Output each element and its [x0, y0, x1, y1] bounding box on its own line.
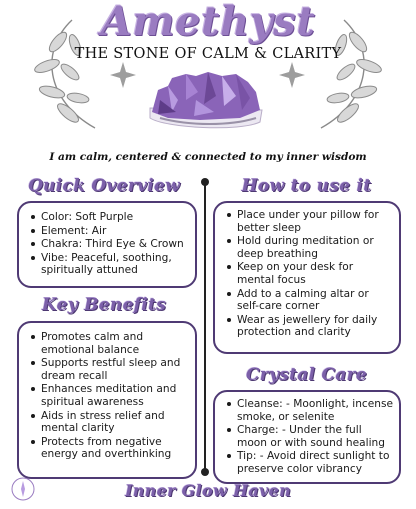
page-title: Amethyst	[100, 0, 316, 45]
list-item: Element: Air	[41, 225, 189, 238]
list-item: Tip: - Avoid direct sunlight to preserve color vibrancy	[237, 450, 393, 475]
list-item: Cleanse: - Moonlight, incense smoke, or selenite	[237, 398, 394, 423]
center-divider	[204, 182, 206, 472]
key-benefits-card	[17, 321, 197, 479]
crystal-care-card	[213, 390, 401, 484]
affirmation: I am calm, centered & connected to my inner wisdom	[49, 151, 367, 163]
crystal-care-heading: Crystal Care	[245, 365, 368, 385]
list-item: Hold during meditation or deep breathing	[237, 235, 393, 260]
list-item: Charge: - Under the full moon or with sound healing	[237, 424, 393, 449]
quick-overview-card	[17, 201, 197, 288]
list-item: Chakra: Third Eye & Crown	[41, 238, 189, 251]
how-to-use-card	[213, 201, 401, 354]
list-item: Place under your pillow for better sleep	[237, 209, 393, 234]
list-item: Protects from negative energy and overthinking	[41, 436, 189, 461]
amethyst-crystal-icon	[150, 72, 262, 128]
list-item: Aids in stress relief and mental clarity	[41, 410, 189, 435]
list-item: Wear as jewellery for daily protection and clarity	[237, 314, 393, 339]
list-item: Supports restful sleep and dream recall	[41, 357, 189, 382]
key-benefits-list	[25, 331, 189, 461]
how-to-use-list	[221, 209, 393, 339]
list-item: Color: Soft Purple	[41, 211, 189, 224]
brand-name: Inner Glow Haven	[124, 481, 292, 500]
page-subtitle: THE STONE OF CALM & CLARITY	[74, 46, 342, 62]
how-to-use-heading: How to use it	[241, 176, 372, 196]
list-item: Keep on your desk for mental focus	[237, 261, 393, 286]
list-item: Promotes calm and emotional balance	[41, 331, 189, 356]
list-item: Enhances meditation and spiritual awareness	[41, 383, 189, 408]
divider-dot-bottom	[201, 468, 209, 476]
quick-overview-list	[25, 211, 189, 277]
list-item: Vibe: Peaceful, soothing, spiritually attuned	[41, 252, 189, 277]
quick-overview-heading: Quick Overview	[27, 176, 181, 196]
crystal-care-list	[221, 398, 393, 476]
list-item: Add to a calming altar or self-care corner	[237, 288, 393, 313]
key-benefits-heading: Key Benefits	[41, 295, 167, 315]
